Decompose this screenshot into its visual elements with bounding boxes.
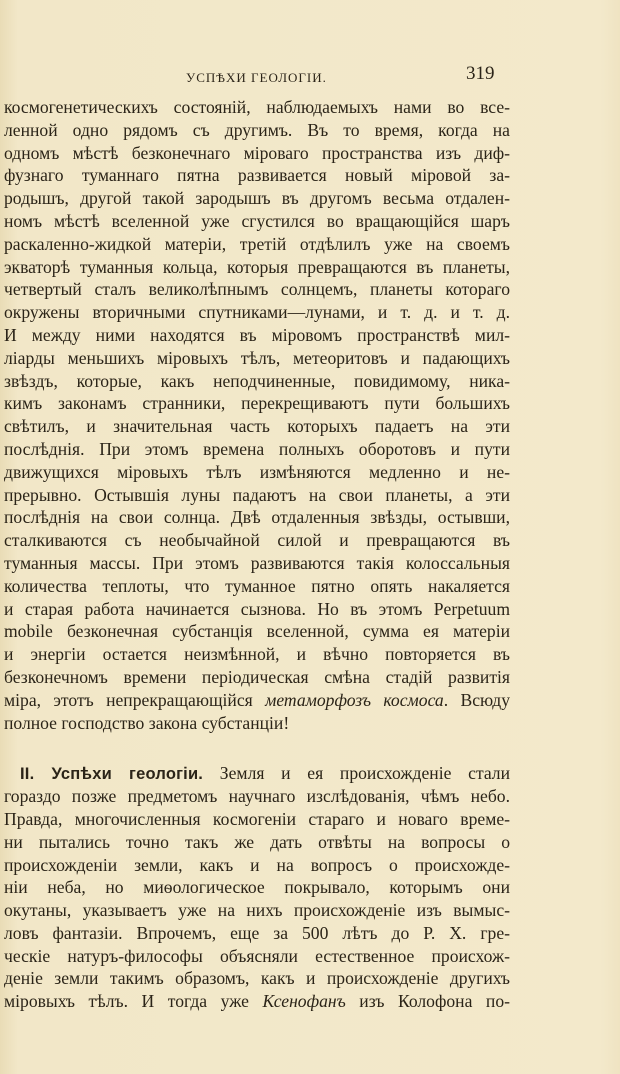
text-line: и энергіи остается неизмѣнной, и вѣчно повторяется въ	[4, 644, 510, 665]
paragraph-2	[4, 762, 510, 1013]
text-line: кимъ законамъ странники, перекрещиваютъ пути большихъ	[4, 393, 510, 414]
italic-term: метаморфозъ космоса	[265, 689, 444, 710]
text-segment: міровыхъ тѣлъ. И тогда уже	[4, 991, 263, 1012]
text-line: ческіе натуръ-философы объясняли естественное происхож-	[4, 945, 510, 966]
text-line: звѣздъ, которые, какъ неподчиненные, повидимому, ника-	[4, 370, 510, 391]
text-segment: Земля и ея происхожденіе стали	[203, 763, 511, 784]
text-line: четвертый сталъ великолѣпнымъ солнцемъ, планеты котораго	[4, 279, 510, 300]
text-line: послѣднія. При этомъ времена полныхъ оборотовъ и пути	[4, 438, 510, 459]
text-line: И между ними находятся въ міровомъ пространствѣ мил-	[4, 324, 510, 345]
text-line: одномъ мѣстѣ безконечнаго міроваго пространства изъ диф-	[4, 142, 510, 163]
text-segment: . Всюду	[443, 689, 511, 710]
page-number: 319	[466, 63, 495, 84]
text-line: экваторѣ туманныя кольца, которыя превращаются въ планеты,	[4, 256, 510, 277]
text-line: деніе земли такимъ образомъ, какъ и происхожденіе другихъ	[4, 968, 510, 989]
text-line: полное господство закона субстанціи!	[4, 712, 290, 733]
text-line: ни пытались точно такъ же дать отвѣты на вопросы о	[4, 831, 510, 852]
text-line: ленной одно рядомъ съ другимъ. Въ то время, когда на	[4, 119, 510, 140]
text-line: родышъ, другой такой зародышъ въ другомъ весьма отдален-	[4, 188, 510, 209]
text-line: окружены вторичными спутниками—лунами, и т. д. и т. д.	[4, 302, 510, 323]
text-line	[4, 762, 510, 785]
text-line: космогенетическихъ состояній, наблюдаемыхъ нами во все-	[4, 97, 510, 117]
text-line: ловъ фантазіи. Впрочемъ, еще за 500 лѣтъ до Р. Х. гре-	[4, 922, 510, 943]
text-line: номъ мѣстѣ вселенной уже сгустился во вращающійся шаръ	[4, 210, 510, 231]
text-line: ліарды меньшихъ міровыхъ тѣлъ, метеоритовъ и падающихъ	[4, 347, 510, 368]
italic-name: Ксенофанъ	[262, 991, 346, 1012]
text-line	[4, 689, 510, 712]
text-line: Правда, многочисленныя космогеніи стараго и новаго време-	[4, 808, 510, 829]
text-line: фузнаго туманнаго пятна развивается новый міровой за-	[4, 165, 510, 186]
text-line: ніи неба, но миѳологическое покрывало, которымъ они	[4, 877, 510, 898]
paragraph-1	[4, 96, 510, 734]
text-line: прерывно. Остывшія луны падаютъ на свои планеты, а эти	[4, 484, 510, 505]
text-segment: міра, этотъ непрекращающійся	[4, 689, 266, 710]
section-heading: II. Успѣхи геологіи.	[20, 765, 204, 784]
text-line: безконечномъ времени періодическая смѣна стадій развитія	[4, 666, 510, 687]
text-line: происхожденіи земли, какъ и на вопросъ о происхожде-	[4, 854, 510, 875]
text-segment: изъ Колофона по-	[345, 991, 510, 1012]
text-line: и старая работа начинается сызнова. Но въ этомъ Perpetuum	[4, 598, 510, 619]
text-line: количества теплоты, что туманное пятно опять накаляется	[4, 575, 510, 596]
text-line: раскаленно-жидкой матеріи, третій отдѣлилъ уже на своемъ	[4, 233, 510, 254]
running-title: УСПѢХИ ГЕОЛОГІИ.	[186, 70, 327, 85]
text-line: послѣднія на свои солнца. Двѣ отдаленныя звѣзды, остывши,	[4, 507, 510, 528]
body-text	[4, 96, 510, 1013]
text-line: mobile безконечная субстанція вселенной, сумма ея матеріи	[4, 621, 510, 642]
text-line	[4, 990, 510, 1013]
text-line: движущихся міровыхъ тѣлъ измѣняются медленно и не-	[4, 461, 510, 482]
text-line: окутаны, указываетъ уже на нихъ происхожденіе изъ вымыс-	[4, 900, 510, 921]
text-line: гораздо позже предметомъ научнаго изслѣдованія, чѣмъ небо.	[4, 786, 510, 807]
text-line: свѣтилъ, и значительная часть которыхъ падаетъ на эти	[4, 416, 510, 437]
text-line: туманныя массы. При этомъ развиваются такія колоссальныя	[4, 552, 510, 573]
text-line: сталкиваются съ необычайной силой и превращаются въ	[4, 530, 510, 551]
